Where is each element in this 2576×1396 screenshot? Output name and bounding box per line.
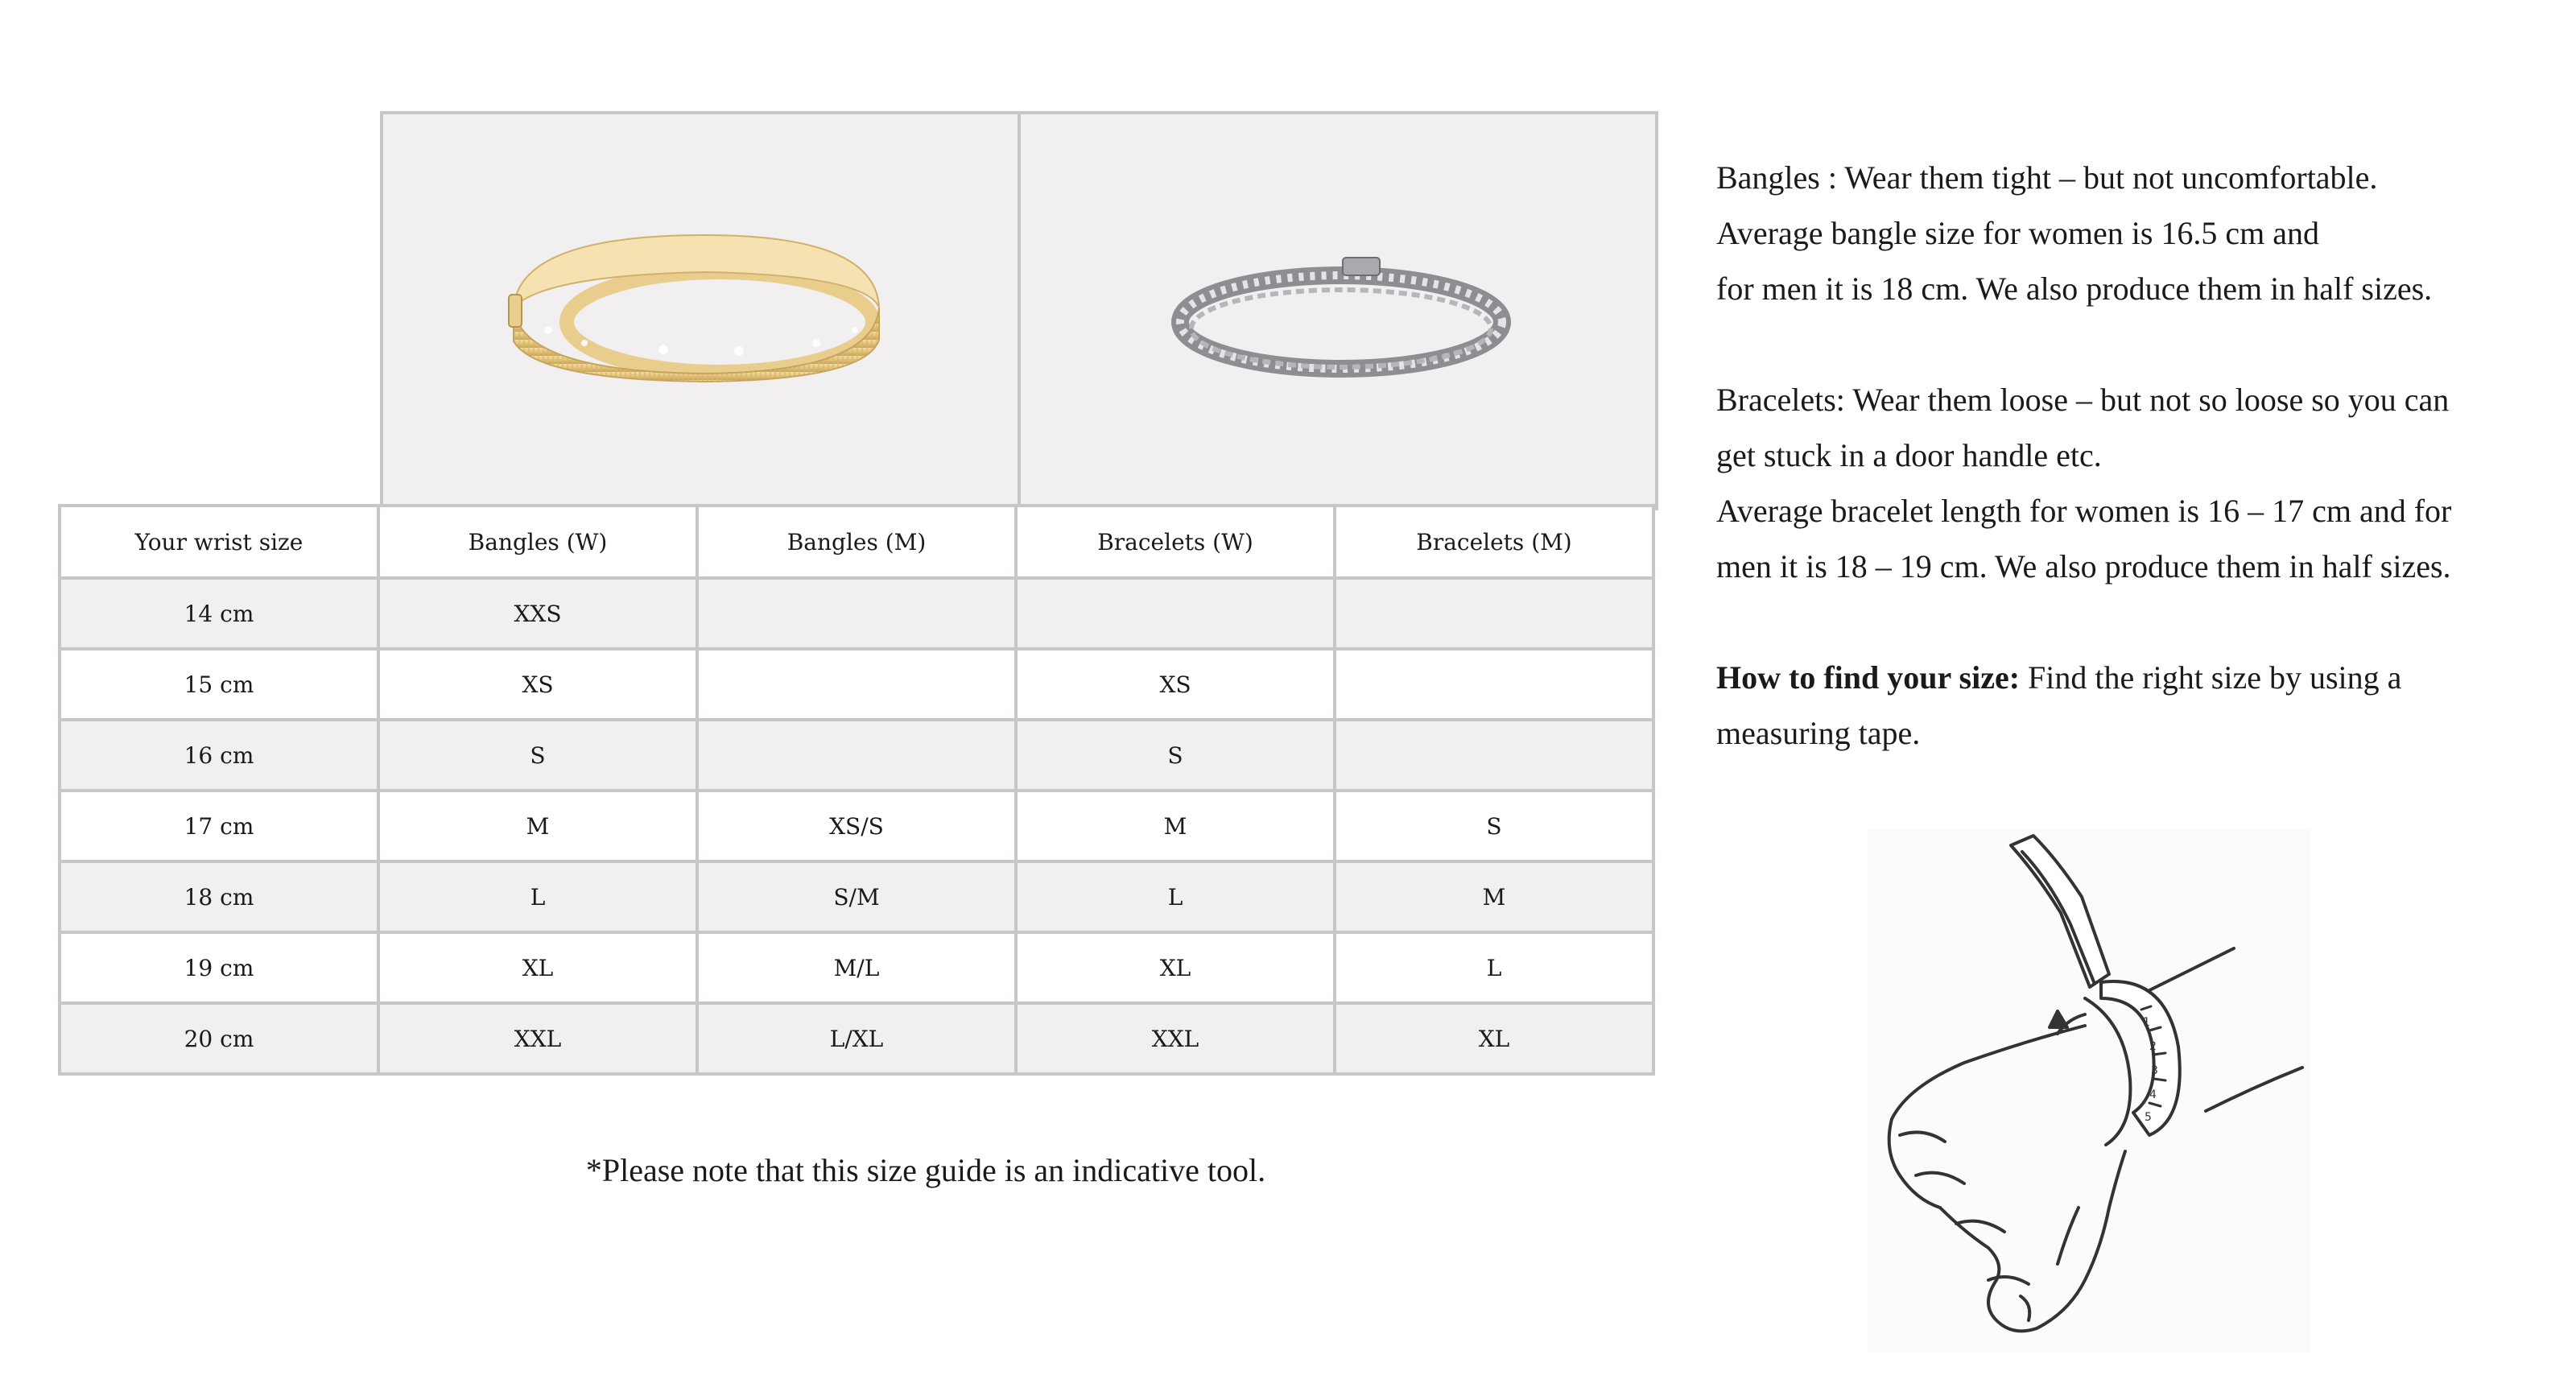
bracelets-m-cell: L bbox=[1335, 932, 1653, 1003]
tape-digit-4: 4 bbox=[2149, 1088, 2157, 1101]
bracelets-m-cell bbox=[1335, 649, 1653, 720]
wrist-measuring-tape-illustration bbox=[1868, 829, 2310, 1353]
bangles-m-cell bbox=[697, 649, 1016, 720]
table-row bbox=[60, 932, 1653, 1003]
table-row bbox=[60, 649, 1653, 720]
bracelets-m-cell: XL bbox=[1335, 1003, 1653, 1074]
bangles-info-line: for men it is 18 cm. We also produce them in half sizes. bbox=[1716, 271, 2433, 307]
bracelets-m-cell: M bbox=[1335, 861, 1653, 932]
wrist-size-cell: 17 cm bbox=[60, 791, 378, 861]
bracelets-w-cell: XS bbox=[1016, 649, 1335, 720]
bracelets-info-line: Average bracelet length for women is 16 – 17 cm and for bbox=[1716, 493, 2452, 529]
diamond-tennis-bracelet-image bbox=[1021, 114, 1655, 507]
bracelet-image-cell bbox=[1018, 111, 1658, 510]
bracelets-info-line: men it is 18 – 19 cm. We also produce them in half sizes. bbox=[1716, 548, 2451, 584]
tape-digit-3: 3 bbox=[2151, 1064, 2158, 1077]
header-bangles-m: Bangles (M) bbox=[697, 506, 1016, 578]
table-row bbox=[60, 578, 1653, 649]
header-bangles-w: Bangles (W) bbox=[378, 506, 697, 578]
bangles-info-line: Bangles : Wear them tight – but not uncomfortable. bbox=[1716, 159, 2378, 196]
header-bracelets-w: Bracelets (W) bbox=[1016, 506, 1335, 578]
bangles-w-cell: XXL bbox=[378, 1003, 697, 1074]
table-row bbox=[60, 861, 1653, 932]
bangles-m-cell: L/XL bbox=[697, 1003, 1016, 1074]
bangles-info-line: Average bangle size for women is 16.5 cm and bbox=[1716, 215, 2320, 251]
header-wrist-size: Your wrist size bbox=[60, 506, 378, 578]
bracelets-m-cell bbox=[1335, 720, 1653, 791]
size-table bbox=[58, 504, 1655, 1076]
wrist-size-cell: 15 cm bbox=[60, 649, 378, 720]
table-row bbox=[60, 1003, 1653, 1074]
tape-digit-5: 5 bbox=[2145, 1111, 2152, 1124]
bracelets-w-cell: M bbox=[1016, 791, 1335, 861]
product-image-row bbox=[380, 111, 1658, 507]
header-bracelets-m: Bracelets (M) bbox=[1335, 506, 1653, 578]
bangles-m-cell: S/M bbox=[697, 861, 1016, 932]
tape-digit-2: 2 bbox=[2149, 1040, 2157, 1053]
how-to-heading: How to find your size: bbox=[1716, 659, 2021, 696]
wrist-size-cell: 19 cm bbox=[60, 932, 378, 1003]
wrist-size-cell: 18 cm bbox=[60, 861, 378, 932]
bangles-w-cell: M bbox=[378, 791, 697, 861]
gold-bangle-image bbox=[383, 114, 1018, 507]
bracelets-m-cell: S bbox=[1335, 791, 1653, 861]
size-info-text bbox=[1716, 150, 2553, 761]
bangles-w-cell: XXS bbox=[378, 578, 697, 649]
bracelets-w-cell: S bbox=[1016, 720, 1335, 791]
how-to-text: Find the right size by using a bbox=[2020, 659, 2402, 696]
bangles-w-cell: S bbox=[378, 720, 697, 791]
bracelets-w-cell: XL bbox=[1016, 932, 1335, 1003]
bracelets-m-cell bbox=[1335, 578, 1653, 649]
bracelets-w-cell bbox=[1016, 578, 1335, 649]
bracelets-w-cell: L bbox=[1016, 861, 1335, 932]
how-to-find-size bbox=[1716, 650, 2553, 705]
bracelets-info-line: Bracelets: Wear them loose – but not so loose so you can bbox=[1716, 382, 2450, 418]
bangles-w-cell: XS bbox=[378, 649, 697, 720]
tape-digit-1: 1 bbox=[2143, 1016, 2150, 1029]
how-to-text-cont: measuring tape. bbox=[1716, 715, 1921, 751]
wrist-size-cell: 16 cm bbox=[60, 720, 378, 791]
wrist-size-cell: 20 cm bbox=[60, 1003, 378, 1074]
table-row bbox=[60, 720, 1653, 791]
disclaimer-note: *Please note that this size guide is an indicative tool. bbox=[585, 1152, 1266, 1188]
bracelets-w-cell: XXL bbox=[1016, 1003, 1335, 1074]
bangles-w-cell: XL bbox=[378, 932, 697, 1003]
bangles-m-cell bbox=[697, 578, 1016, 649]
bangles-m-cell: XS/S bbox=[697, 791, 1016, 861]
wrist-size-cell: 14 cm bbox=[60, 578, 378, 649]
bangles-w-cell: L bbox=[378, 861, 697, 932]
bracelets-info-line: get stuck in a door handle etc. bbox=[1716, 437, 2102, 473]
table-row bbox=[60, 791, 1653, 861]
bangles-m-cell: M/L bbox=[697, 932, 1016, 1003]
bangles-m-cell bbox=[697, 720, 1016, 791]
bangle-image-cell bbox=[380, 111, 1021, 510]
table-header-row bbox=[60, 506, 1653, 578]
